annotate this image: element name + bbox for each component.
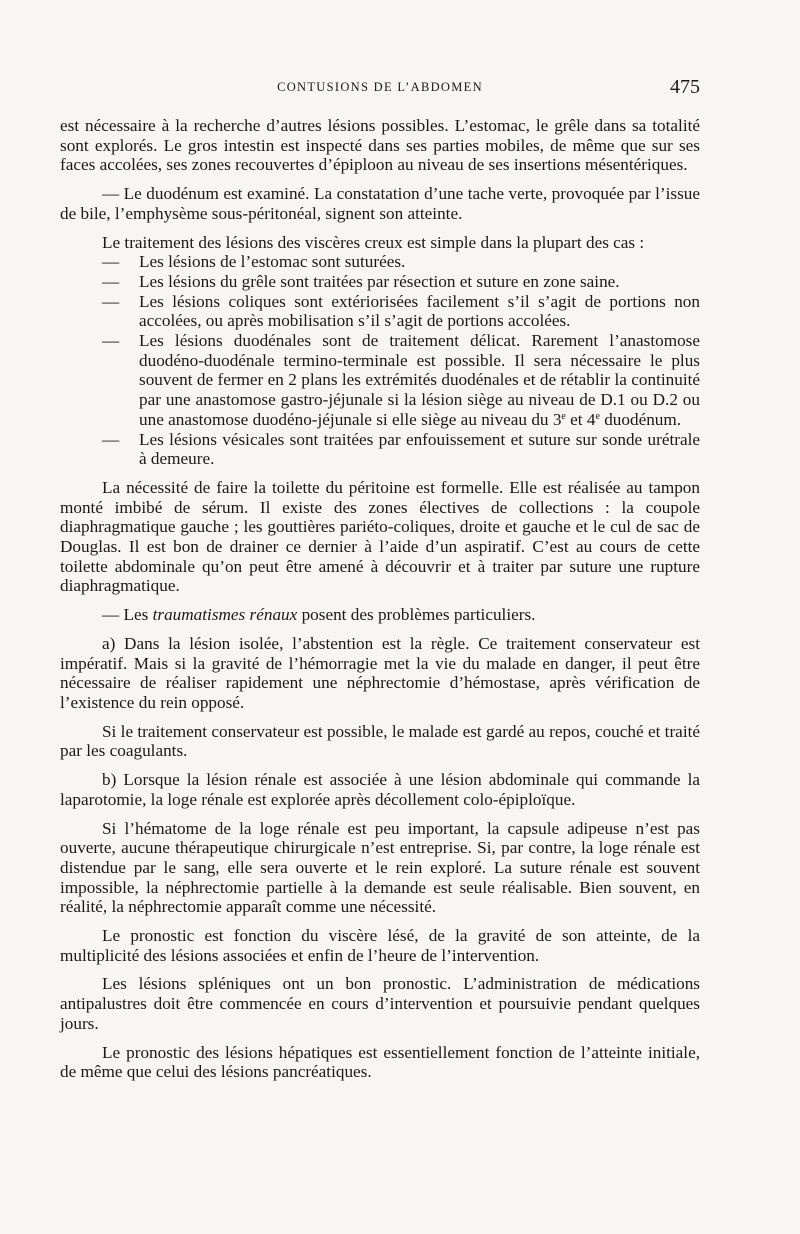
list-item-text: Les lésions de l’estomac sont suturées. <box>139 252 406 272</box>
list-item-text: Les lésions vésicales sont traitées par enfouissement et suture sur sonde urétrale à demeure. <box>139 429 700 469</box>
paragraph-renal-a: a) Dans la lésion isolée, l’abstention est la règle. Ce traitement conservateur est impératif. Mais si la gravité de l’hémorragie met la vie du malade en danger, il peut être nécessaire de réaliser rapidement une néphrectomie d’hémostase, après vérification de l’existence du rein opposé. <box>60 633 700 712</box>
list-item <box>60 272 700 292</box>
paragraph-prognosis: Le pronostic est fonction du viscère lésé, de la gravité de son atteinte, de la multiplicité des lésions associées et enfin de l’heure de l’intervention. <box>60 926 700 965</box>
list-item-text: Les lésions duodénales sont de traitement délicat. Rarement l’anastomose duodéno-duodénale termino-terminale est possible. Il sera nécessaire le plus souvent de fermer en 2 plans les extrémités duodénales et de rétablir la continuité par une anastomose gastro-jéjunale si la lésion siège au niveau de D.1 ou D.2 ou une anastomose duodéno-jéjunale si elle siège au niveau du <box>139 331 700 429</box>
paragraph-liver: Le pronostic des lésions hépatiques est essentiellement fonction de l’atteinte initiale, de même que celui des lésions pancréatiques. <box>60 1042 700 1082</box>
ordinal-number: 4 <box>586 409 596 429</box>
list-item-text: Les lésions coliques sont extériorisées facilement s’il s’agit de portions non accolées, ou après mobilisation s’il s’agit de portions accolées. <box>139 291 700 331</box>
running-title: CONTUSIONS DE L’ABDOMEN <box>277 80 483 94</box>
list-item <box>60 252 700 272</box>
treatment-list <box>60 252 700 469</box>
paragraph-treatment-intro: Le traitement des lésions des viscères creux est simple dans la plupart des cas : <box>102 232 645 252</box>
paragraph-peritoneum: La nécessité de faire la toilette du péritoine est formelle. Elle est réalisée au tampon monté imbibé de sérum. Il existe des zones électives de collections : la coupole diaphragmatique gauche ; les gouttières pariéto-coliques, droite et gauche et le cul de sac de Douglas. Il est bon de drainer ce dernier à l’aide d’un aspiratif. C’est au cours de cette toilette abdominale qu’on peut être amené à découvrir et à traiter par suture une rupture diaphragmatique. <box>60 477 700 596</box>
italic-term: traumatismes rénaux <box>152 605 298 625</box>
list-dash: — <box>102 429 120 449</box>
ordinal-number: 3 <box>552 409 562 429</box>
page-body <box>60 116 700 1082</box>
list-dash: — <box>102 291 120 311</box>
ordinal-suffix: e <box>595 410 600 422</box>
paragraph-renal-intro <box>60 605 700 625</box>
ordinal-suffix: e <box>561 410 566 422</box>
list-item-text: et <box>565 409 587 429</box>
list-item-text: Les lésions du grêle sont traitées par résection et suture en zone saine. <box>139 271 620 291</box>
list-item <box>60 292 700 331</box>
list-item <box>60 430 700 469</box>
paragraph-renal-b: b) Lorsque la lésion rénale est associée à une lésion abdominale qui commande la laparotomie, la loge rénale est explorée après décollement colo-épiploïque. <box>60 770 700 809</box>
page-header <box>60 78 700 100</box>
list-dash: — <box>102 252 120 272</box>
text-run: — Les <box>102 605 153 625</box>
list-item-text: duodénum. <box>599 409 682 429</box>
list-item <box>60 331 700 430</box>
list-dash: — <box>102 271 120 291</box>
paragraph-spleen: Les lésions spléniques ont un bon pronostic. L’administration de médications antipalustres doit être commencée en cours d’intervention et poursuivie pendant quelques jours. <box>60 974 700 1033</box>
paragraph-1: est nécessaire à la recherche d’autres lésions possibles. L’estomac, le grêle dans sa totalité sont explorés. Le gros intestin est inspecté dans ses parties mobiles, de même que sur ses faces accolées, ses zones recouvertes d’épiploon au niveau de ses insertions mésentériques. <box>60 116 700 175</box>
paragraph-hematoma: Si l’hématome de la loge rénale est peu important, la capsule adipeuse n’est pas ouverte, aucune thérapeutique chirurgicale n’est entreprise. Si, par contre, la loge rénale est distendue par le sang, elle sera ouverte et le rein exploré. La suture rénale est souvent impossible, la néphrectomie partielle à la demande est seule réalisable. Bien souvent, en réalité, la néphrectomie apparaît comme une nécessité. <box>60 818 700 917</box>
paragraph-conservative: Si le traitement conservateur est possible, le malade est gardé au repos, couché et traité par les coagulants. <box>60 721 700 761</box>
text-run: posent des problèmes particuliers. <box>297 605 536 625</box>
paragraph-duodenum: — Le duodénum est examiné. La constatation d’une tache verte, provoquée par l’issue de bile, l’emphysème sous-péritonéal, signent son atteinte. <box>60 184 700 223</box>
page-number: 475 <box>670 76 700 98</box>
list-dash: — <box>102 331 120 351</box>
